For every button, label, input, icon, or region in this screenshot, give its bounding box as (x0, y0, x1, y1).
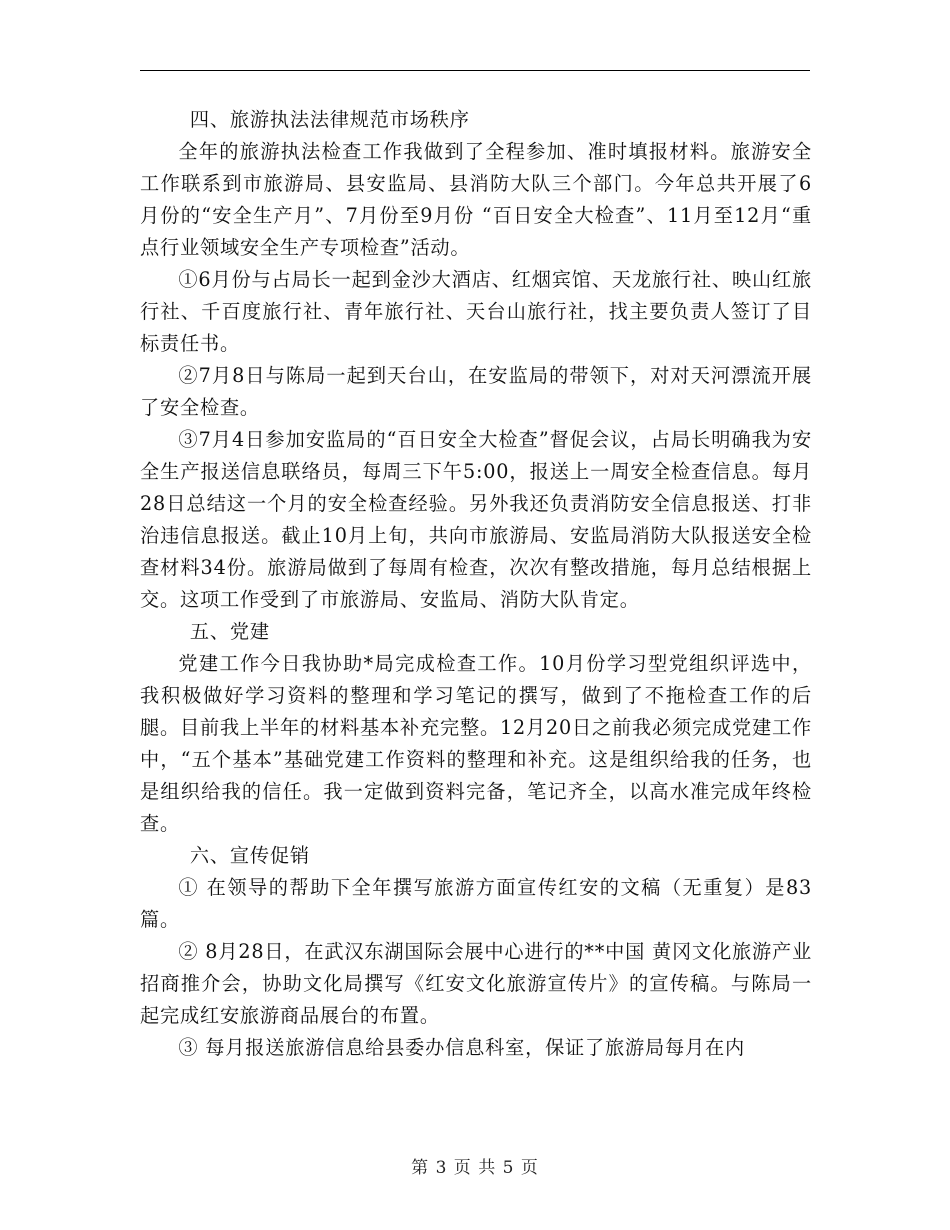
section-heading-party-building: 五、党建 (189, 620, 270, 643)
paragraph-item-june: ①6月份与占局长一起到金沙大酒店、红烟宾馆、天龙旅行社、映山红旅行社、千百度旅行社、青年旅行社、天台山旅行社，找主要负责人签订了目标责任书。 (140, 268, 812, 355)
paragraph-party-building: 党建工作今日我协助*局完成检查工作。10月份学习型党组织评选中，我积极做好学习资料的整理和学习笔记的撰写，做到了不拖检查工作的后腿。目前我上半年的材料基本补充完整。12月20日之前我必须完成党建工作中，“五个基本”基础党建工作资料的整理和补充。这是组织给我的任务，也是组织给我的信任。我一定做到资料完备，笔记齐全，以高水准完成年终检查。 (140, 652, 812, 835)
paragraph-promotion-item-2: ② 8月28日，在武汉东湖国际会展中心进行的**中国 黄冈文化旅游产业招商推介会，协助文化局撰写《红安文化旅游宣传片》的宣传稿。与陈局一起完成红安旅游商品展台的布置。 (140, 940, 812, 1027)
paragraph-item-july-4: ③7月4日参加安监局的“百日安全大检查”督促会议，占局长明确我为安全生产报送信息联络员，每周三下午5:00，报送上一周安全检查信息。每月28日总结这一个月的安全检查经验。另外我还负责消防安全信息报送、打非治违信息报送。截止10月上旬，共向市旅游局、安监局消防大队报送安全检查材料34份。旅游局做到了每周有检查，次次有整改措施，每月总结根据上交。这项工作受到了市旅游局、安监局、消防大队肯定。 (140, 428, 812, 611)
page-number: 第 3 页 共 5 页 (411, 1158, 539, 1178)
paragraph-promotion-item-3: ③ 每月报送旅游信息给县委办信息科室，保证了旅游局每月在内 (178, 1036, 745, 1059)
paragraph-promotion-item-1: ① 在领导的帮助下全年撰写旅游方面宣传红安的文稿（无重复）是83篇。 (140, 876, 812, 931)
paragraph-enforcement-overview: 全年的旅游执法检查工作我做到了全程参加、准时填报材料。旅游安全工作联系到市旅游局、县安监局、县消防大队三个部门。今年总共开展了6月份的“安全生产月”、7月份至9月份 “百日安全大检查”、11月至12月“重点行业领域安全生产专项检查”活动。 (140, 140, 812, 259)
document-body (140, 104, 812, 1064)
paragraph-item-july-8: ②7月8日与陈局一起到天台山，在安监局的带领下，对对天河漂流开展了安全检查。 (140, 364, 812, 419)
section-heading-law-enforcement: 四、旅游执法法律规范市场秩序 (189, 108, 470, 131)
header-rule (140, 70, 810, 71)
section-heading-promotion: 六、宣传促销 (189, 844, 310, 867)
